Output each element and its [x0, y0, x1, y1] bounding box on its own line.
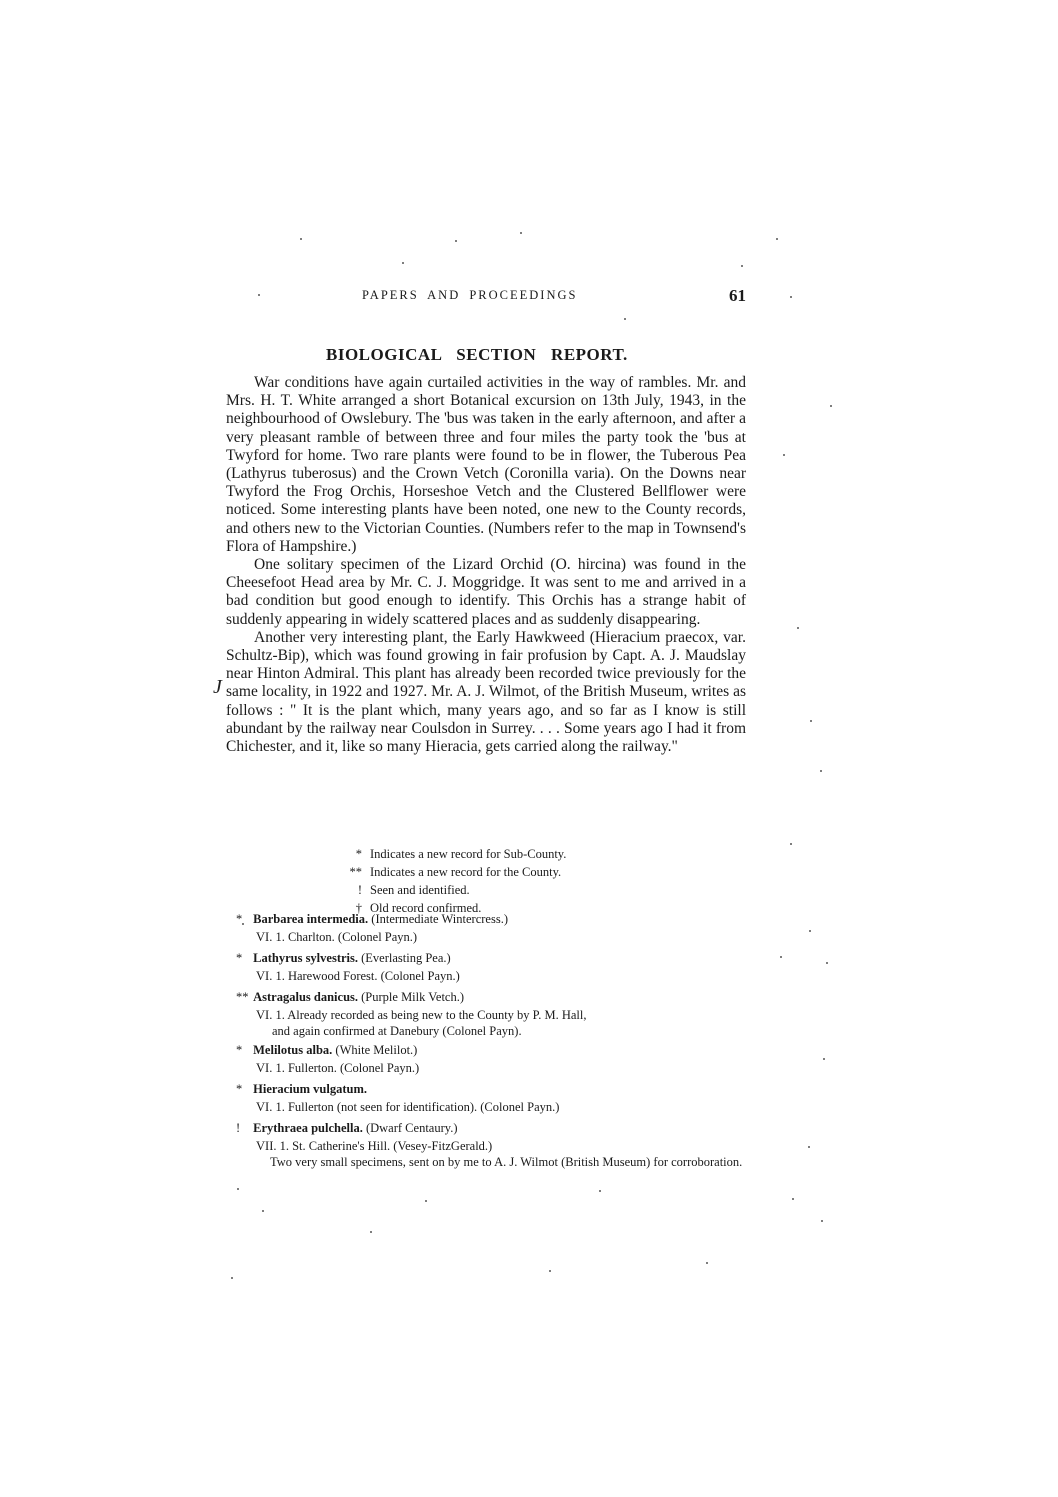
scan-speck — [823, 1058, 825, 1060]
legend-text: Indicates a new record for the County. — [370, 865, 562, 879]
scan-speck — [237, 1188, 239, 1190]
record-note: and again confirmed at Danebury (Colonel Payn). — [272, 1024, 522, 1038]
record-mark: * — [236, 1082, 243, 1096]
scan-speck — [258, 294, 260, 296]
common-name: (White Melilot.) — [335, 1043, 418, 1057]
legend-symbol: † — [355, 901, 362, 915]
margin-mark: J — [213, 676, 222, 698]
species-name: Erythraea pulchella. — [253, 1121, 363, 1135]
plant-record — [236, 911, 756, 946]
legend-symbol: ! — [357, 883, 362, 897]
paragraph: One solitary specimen of the Lizard Orchid (O. hircina) was found in the Cheesefoot Head area by Mr. C. J. Moggridge. It was sent to me and arrived in a bad condition but good enough to identify. This Orchis has a strange habit of suddenly appearing in widely scattered places and as suddenly disappearing. — [226, 556, 746, 628]
scan-speck — [425, 1200, 427, 1202]
legend-item — [340, 881, 566, 899]
symbol-legend — [340, 845, 566, 917]
plant-record — [236, 1081, 756, 1116]
paragraph: War conditions have again curtailed activities in the way of rambles. Mr. and Mrs. H. T. White arranged a short Botanical excursion on 13th July, 1943, in the neighbourhood of Owslebury. The 'bus was taken in the early afternoon, and after a very pleasant ramble of between three and four miles the party took the 'bus at Twyford for home. Two rare plants were found to be in flower, the Tuberous Pea (Lathyrus tuberosus) and the Crown Vetch (Coronilla varia). On the Downs near Twyford the Frog Orchis, Horseshoe Vetch and the Clustered Bellflower were noticed. Some interesting plants have been noted, one new to the County records, and others new to the Victorian Counties. (Numbers refer to the map in Townsend's Flora of Hampshire.) — [226, 374, 746, 555]
section-title: BIOLOGICAL SECTION REPORT. — [326, 345, 628, 364]
scan-speck — [455, 240, 457, 242]
scan-speck — [783, 454, 785, 456]
record-mark: * — [236, 912, 243, 926]
record-location: VI. 1. Already recorded as being new to the County by P. M. Hall, — [256, 1007, 587, 1022]
record-note: Two very small specimens, sent on by me to A. J. Wilmot (British Museum) for corroboration. — [270, 1155, 743, 1169]
scan-speck — [797, 627, 799, 629]
scan-speck — [402, 262, 404, 264]
page-number: 61 — [729, 286, 746, 305]
species-name: Barbarea intermedia. — [253, 912, 369, 926]
scan-speck — [624, 318, 626, 320]
scan-speck — [809, 930, 811, 932]
species-name: Hieracium vulgatum. — [253, 1082, 368, 1096]
common-name: (Intermediate Wintercress.) — [371, 912, 508, 926]
species-name: Astragalus danicus. — [253, 990, 359, 1004]
scan-speck — [231, 1277, 233, 1279]
legend-text: Indicates a new record for Sub-County. — [370, 847, 567, 861]
plant-record — [236, 1120, 756, 1169]
plant-record — [236, 1042, 756, 1077]
legend-symbol: ** — [349, 865, 362, 879]
scan-speck — [370, 1231, 372, 1233]
common-name: (Dwarf Centaury.) — [365, 1121, 458, 1135]
scan-speck — [826, 962, 828, 964]
record-location: VI. 1. Harewood Forest. (Colonel Payn.) — [256, 968, 460, 983]
legend-item — [340, 845, 566, 863]
scan-speck — [599, 1190, 601, 1192]
plant-records — [236, 911, 756, 1173]
report-body — [226, 374, 746, 756]
scan-speck — [790, 843, 792, 845]
scan-speck — [549, 1270, 551, 1272]
record-mark: * — [236, 1043, 243, 1057]
scan-speck — [820, 770, 822, 772]
scan-speck — [776, 238, 778, 240]
page-header — [362, 286, 746, 306]
scan-speck — [790, 296, 792, 298]
legend-text: Old record confirmed. — [370, 901, 482, 915]
plant-record — [236, 989, 756, 1038]
scan-speck — [830, 405, 832, 407]
common-name: (Purple Milk Vetch.) — [361, 990, 465, 1004]
record-mark: ** — [236, 990, 249, 1004]
species-name: Lathyrus sylvestris. — [253, 951, 358, 965]
legend-item — [340, 863, 566, 881]
record-mark: * — [236, 951, 243, 965]
legend-text: Seen and identified. — [370, 883, 470, 897]
scan-speck — [520, 232, 522, 234]
running-head: PAPERS AND PROCEEDINGS — [362, 288, 578, 302]
common-name: (Everlasting Pea.) — [361, 951, 451, 965]
scan-speck — [792, 1198, 794, 1200]
record-location: VI. 1. Charlton. (Colonel Payn.) — [256, 929, 418, 944]
record-location: VI. 1. Fullerton. (Colonel Payn.) — [256, 1060, 420, 1075]
scan-speck — [262, 1210, 264, 1212]
record-location: VII. 1. St. Catherine's Hill. (Vesey-FitzGerald.) — [256, 1138, 493, 1153]
scan-speck — [242, 923, 244, 925]
scan-speck — [741, 265, 743, 267]
scan-speck — [821, 1220, 823, 1222]
plant-record — [236, 950, 756, 985]
scan-speck — [808, 1146, 810, 1148]
record-mark: ! — [236, 1121, 241, 1135]
species-name: Melilotus alba. — [253, 1043, 333, 1057]
scan-speck — [706, 1262, 708, 1264]
scan-speck — [780, 956, 782, 958]
record-location: VI. 1. Fullerton (not seen for identification). (Colonel Payn.) — [256, 1099, 560, 1114]
scan-speck — [300, 238, 302, 240]
scan-speck — [810, 720, 812, 722]
legend-symbol: * — [355, 847, 362, 861]
paragraph: Another very interesting plant, the Early Hawkweed (Hieracium praecox, var. Schultz-Bip), which was found growing in fair profusion by Capt. A. J. Maudslay near Hinton Admiral. This plant has already been recorded twice previously for the same locality, in 1922 and 1927. Mr. A. J. Wilmot, of the British Museum, writes as follows : " It is the plant which, many years ago, and so far as I know is still abundant by the railway near Coulsdon in Surrey. . . . Some years ago I had it from Chichester, and it, like so many Hieracia, gets carried along the railway." — [226, 628, 746, 756]
